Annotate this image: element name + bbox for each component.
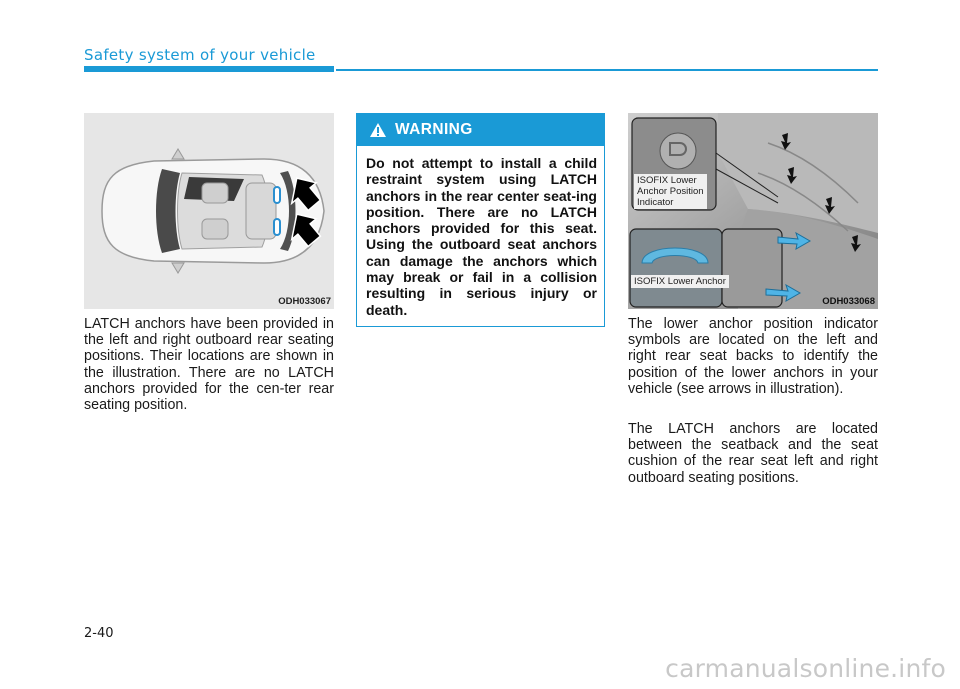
latch-intro-paragraph: LATCH anchors have been provided in the left and right outboard rear seating positions. Their locations are shown in the illustration. There are no LATCH anchors provided for the cen-ter rear seating position. — [84, 316, 334, 414]
watermark: carmanualsonline.info — [665, 654, 946, 683]
rear-seat-anchor-figure — [628, 113, 878, 309]
callout-indicator — [634, 174, 707, 209]
indicator-paragraph: The lower anchor position indicator symbols are located on the left and right rear seat backs to identify the position of the lower anchors in your vehicle (see arrows in illustration). — [628, 316, 878, 397]
anchor-location-paragraph: The LATCH anchors are located between the seatback and the seat cushion of the rear seat left and right outboard seating positions. — [628, 421, 878, 486]
warning-box — [356, 113, 605, 327]
header-rule-thick — [84, 66, 334, 72]
warning-title: WARNING — [395, 121, 473, 138]
callout-indicator-text: ISOFIX Lower Anchor Position Indicator — [637, 175, 704, 208]
section-title: Safety system of your vehicle — [84, 46, 316, 64]
car-top-view-figure — [84, 113, 334, 309]
warning-text: Do not attempt to install a child restraint system using LATCH anchors in the rear center seat-ing position. There are no LATCH anchors provided for this seat. Using the outboard seat anchors can damage the anchors which may break or fail in a collision resulting in serious injury or death. — [366, 155, 597, 318]
callout-anchor — [631, 275, 729, 288]
header-rule-thin — [336, 69, 878, 71]
figure-code-left: ODH033067 — [278, 296, 331, 307]
warning-header — [357, 114, 604, 146]
figure-code-right: ODH033068 — [822, 296, 875, 307]
car-top-view-illustration — [84, 113, 334, 309]
page-number: 2-40 — [84, 626, 114, 641]
warning-triangle-icon — [369, 122, 387, 138]
callout-anchor-text: ISOFIX Lower Anchor — [634, 276, 726, 287]
